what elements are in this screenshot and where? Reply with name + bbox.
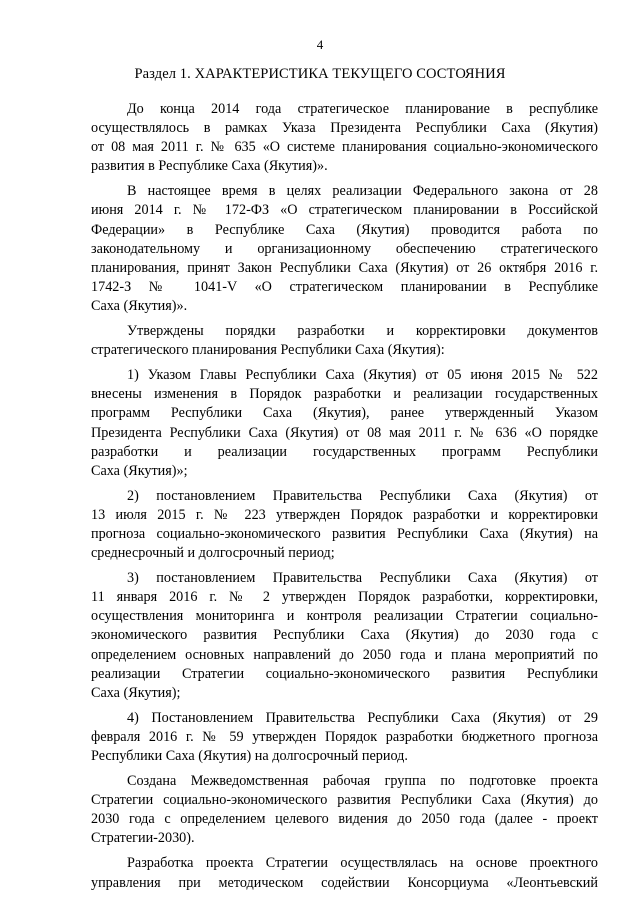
paragraph-line: В настоящее время в целях реализации Федерального закона от 28 [127,183,598,200]
paragraph [91,100,598,176]
paragraph-line: Саха (Якутия)». [91,297,188,314]
paragraph [91,322,598,360]
paragraph [91,854,598,892]
paragraph-line: определением основных направлений до 2050 года и плана мероприятий по [91,646,598,663]
paragraph-line: Саха (Якутия); [91,684,181,701]
paragraph-line: Утверждены порядки разработки и корректировки документов [127,323,598,340]
page-number: 4 [316,37,324,52]
paragraph-line: Саха (Якутия)»; [91,462,188,479]
paragraph [91,569,598,703]
paragraph-line: 4) Постановлением Правительства Республики Саха (Якутия) от 29 [127,709,598,726]
paragraph-line: 2030 года с определением целевого видения до 2050 года (далее - проект [91,811,598,828]
paragraph-line: До конца 2014 года стратегическое планирование в республике [127,101,598,117]
paragraph-line: от 08 мая 2011 г. № 635 «О системе планирования социально-экономического [91,139,598,156]
paragraph-line: Республики Саха (Якутия) на долгосрочный период. [91,748,408,764]
paragraph-line: Создана Межведомственная рабочая группа по подготовке проекта [127,773,598,790]
paragraph-line: осуществлялось в рамках Указа Президента Республики Саха (Якутия) [91,120,598,137]
paragraph-line: среднесрочный и долгосрочный период; [91,545,335,562]
paragraph-line: развития в Республике Саха (Якутия)». [91,158,328,175]
paragraph-line: 11 января 2016 г. № 2 утвержден Порядок разработки, корректировки, [91,589,598,606]
paragraph-line: 3) постановлением Правительства Республики Саха (Якутия) от [127,570,598,587]
paragraph-line: июня 2014 г. № 172-ФЗ «О стратегическом планировании в Российской [91,202,598,219]
paragraph-line: стратегического планирования Республики Саха (Якутия): [91,342,445,359]
paragraph [91,182,598,316]
body-text [91,100,598,893]
paragraph-line: экономического развития Республики Саха (Якутия) до 2030 года с [91,627,598,644]
paragraph-line: 1) Указом Главы Республики Саха (Якутия) от 05 июня 2015 № 522 [127,367,598,384]
paragraph-line: Стратегии социально-экономического развития Республики Саха (Якутия) до [91,792,598,809]
paragraph [91,487,598,563]
paragraph-line: Стратегии-2030). [91,830,195,847]
paragraph-line: Президента Республики Саха (Якутия) от 08 мая 2011 г. № 636 «О порядке [91,424,598,441]
paragraph-line: планирования, принят Закон Республики Саха (Якутия) от 26 октября 2016 г. [91,259,598,276]
paragraph-line: разработки и реализации государственных программ Республики [91,443,598,460]
paragraph-line: осуществления мониторинга и контроля реализации Стратегии социально- [91,608,598,625]
paragraph-line: законодательному и организационному обеспечению стратегического [91,240,598,257]
paragraph-line: прогноза социально-экономического развития Республики Саха (Якутия) на [91,525,598,542]
paragraph [91,709,598,766]
paragraph-line: программ Республики Саха (Якутия), ранее утвержденный Указом [91,405,598,422]
paragraph-line: внесены изменения в Порядок разработки и реализации государственных [91,386,598,403]
section-heading: Раздел 1. ХАРАКТЕРИСТИКА ТЕКУЩЕГО СОСТОЯНИЯ [134,66,506,82]
paragraph-line: управления при методическом содействии Консорциума «Леонтьевский [91,874,598,891]
paragraph [91,772,598,848]
paragraph-line: реализации Стратегии социально-экономического развития Республики [91,665,598,682]
paragraph-line: 2) постановлением Правительства Республики Саха (Якутия) от [127,487,598,504]
paragraph-line: 13 июля 2015 г. № 223 утвержден Порядок разработки и корректировки [91,506,598,523]
paragraph-line: февраля 2016 г. № 59 утвержден Порядок разработки бюджетного прогноза [91,728,598,745]
paragraph-line: Федерации» в Республике Саха (Якутия) проводится работа по [91,221,598,238]
paragraph [91,366,598,481]
paragraph-line: 1742-З № 1041-V «О стратегическом планировании в Республике [91,278,598,295]
paragraph-line: Разработка проекта Стратегии осуществлялась на основе проектного [127,855,598,872]
